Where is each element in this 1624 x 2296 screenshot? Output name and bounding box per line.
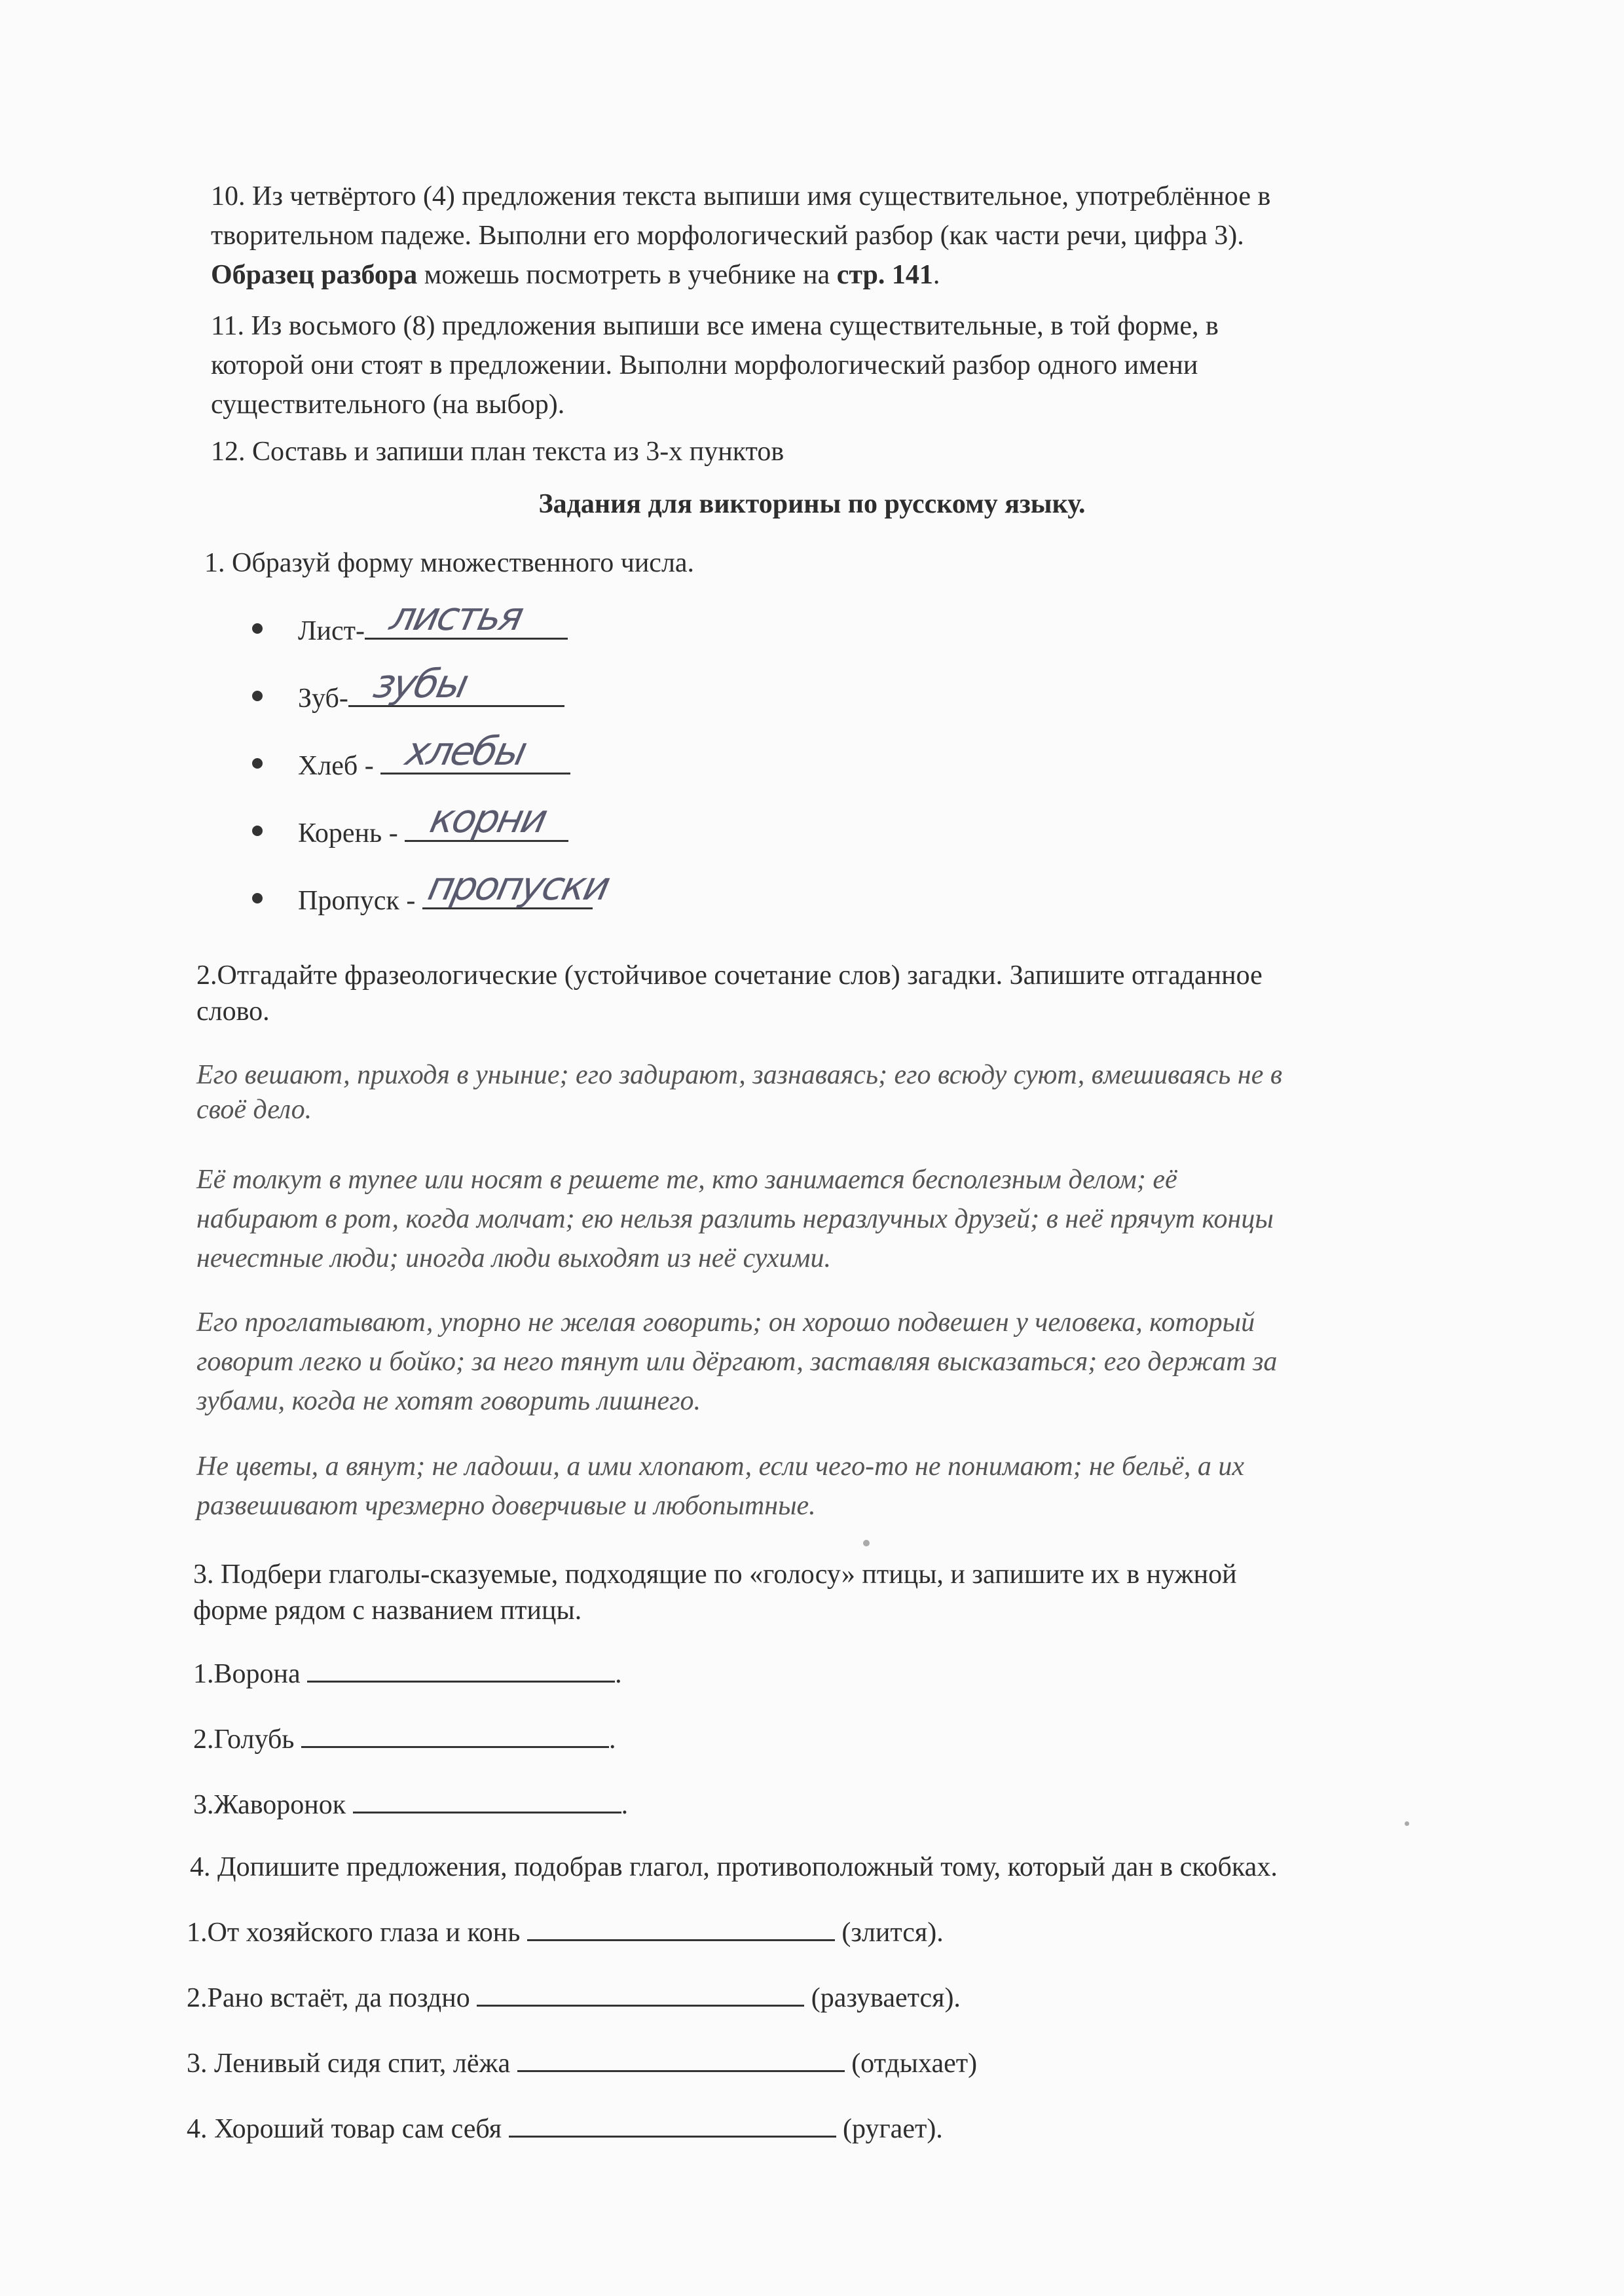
handwritten-answer: пропуски xyxy=(424,864,613,909)
riddle-2-line2: набирают в рот, когда молчат; ею нельзя разлить неразлучных друзей; в неё прячут концы xyxy=(196,1204,1274,1234)
riddle-2-line1: Её толкут в тупее или носят в решете те, кто занимается бесполезным делом; её xyxy=(196,1165,1177,1195)
q2-line2: слово. xyxy=(196,996,270,1027)
bullet-4 xyxy=(252,826,263,836)
q3-period: . xyxy=(615,1659,622,1689)
riddle-3-line3: зубами, когда не хотят говорить лишнего. xyxy=(196,1386,701,1416)
riddle-1-line1: Его вешают, приходя в уныние; его задирают, зазнаваясь; его всюду суют, вмешиваясь не в xyxy=(196,1060,1283,1090)
q1-item-5 xyxy=(298,864,613,920)
q1-word: Корень - xyxy=(298,818,398,848)
q1-answer-line xyxy=(422,864,613,909)
task-11-line2: которой они стоят в предложении. Выполни морфологический разбор одного имени xyxy=(211,350,1198,380)
q4-item-2 xyxy=(187,1977,961,2018)
bullet-1 xyxy=(252,623,263,634)
task-10-line1: 10. Из четвёртого (4) предложения текста выпиши имя существительное, употреблённое в xyxy=(211,181,1271,211)
riddle-4-line1: Не цветы, а вянут; не ладоши, а ими хлопают, если чего-то не понимают; не бельё, а их xyxy=(196,1451,1244,1482)
q1-item-1 xyxy=(298,594,568,651)
task-11-line1: 11. Из восьмого (8) предложения выпиши все имена существительные, в той форме, в xyxy=(211,311,1219,341)
q1-item-3 xyxy=(298,729,570,786)
riddle-4-line2: развешивают чрезмерно доверчивые и любопытные. xyxy=(196,1491,816,1521)
scan-speck xyxy=(863,1540,870,1546)
page-ref: стр. 141 xyxy=(836,260,933,290)
q3-bird: 3.Жаворонок xyxy=(193,1790,346,1820)
q3-item-1 xyxy=(193,1653,622,1694)
handwritten-answer: корни xyxy=(426,796,550,842)
q4-item-3 xyxy=(187,2043,977,2083)
q3-period: . xyxy=(608,1724,616,1755)
q3-line1: 3. Подбери глаголы-сказуемые, подходящие по «голосу» птицы, и запишите их в нужной xyxy=(193,1559,1237,1590)
q3-period: . xyxy=(621,1790,629,1820)
task-11-line3: существительного (на выбор). xyxy=(211,390,565,420)
q4-start: 4. Хороший товар сам себя xyxy=(187,2114,502,2144)
q1-answer-line xyxy=(348,661,564,707)
answer-blank xyxy=(527,1912,835,1941)
answer-blank xyxy=(301,1719,609,1748)
task-12: 12. Составь и запиши план текста из 3-х пунктов xyxy=(211,437,784,467)
q4-item-1 xyxy=(187,1912,944,1952)
riddle-2-line3: нечестные люди; иногда люди выходят из неё сухими. xyxy=(196,1243,831,1273)
task-10-line3 xyxy=(211,255,940,295)
quiz-title: Задания для викторины по русскому языку. xyxy=(538,489,1086,519)
answer-blank xyxy=(509,2108,836,2138)
q4-start: 3. Ленивый сидя спит, лёжа xyxy=(187,2049,511,2079)
q1-word: Лист- xyxy=(298,616,365,646)
answer-blank xyxy=(307,1653,615,1683)
task-10-line2: творительном падеже. Выполни его морфологический разбор (как части речи, цифра 3). xyxy=(211,221,1244,251)
task-10-text: можешь посмотреть в учебнике на xyxy=(417,260,837,290)
bullet-2 xyxy=(252,691,263,701)
answer-blank xyxy=(477,1977,804,2007)
q1-item-2 xyxy=(298,661,564,718)
bullet-3 xyxy=(252,758,263,769)
q1-answer-line xyxy=(365,594,568,640)
q3-bird: 1.Ворона xyxy=(193,1659,301,1689)
q4-prompt: 4. Допишите предложения, подобрав глагол, противоположный тому, который дан в скобках. xyxy=(190,1852,1278,1882)
q2-line1: 2.Отгадайте фразеологические (устойчивое сочетание слов) загадки. Запишите отгаданное xyxy=(196,960,1263,991)
scan-speck xyxy=(1405,1821,1409,1826)
q3-item-3 xyxy=(193,1784,628,1825)
q3-item-2 xyxy=(193,1719,616,1759)
q4-start: 2.Рано встаёт, да поздно xyxy=(187,1983,470,2013)
handwritten-answer: листья xyxy=(386,594,526,640)
q1-prompt: 1. Образуй форму множественного числа. xyxy=(204,548,695,578)
sample-label: Образец разбора xyxy=(211,260,418,290)
riddle-1-line2: своё дело. xyxy=(196,1095,312,1125)
q4-hint: (ругает). xyxy=(843,2114,943,2144)
q1-answer-line xyxy=(380,729,570,774)
q4-hint: (разувается). xyxy=(811,1983,961,2013)
handwritten-answer: зубы xyxy=(369,661,471,707)
q4-start: 1.От хозяйского глаза и конь xyxy=(187,1918,521,1948)
riddle-3-line1: Его проглатывают, упорно не желая говорить; он хорошо подвешен у человека, который xyxy=(196,1307,1255,1338)
q1-answer-line xyxy=(405,796,568,842)
q1-word: Хлеб - xyxy=(298,751,374,781)
answer-blank xyxy=(517,2043,845,2072)
q1-word: Пропуск - xyxy=(298,886,416,916)
q3-bird: 2.Голубь xyxy=(193,1724,295,1755)
q1-word: Зуб- xyxy=(298,683,348,714)
q4-item-4 xyxy=(187,2108,943,2149)
q1-item-4 xyxy=(298,796,568,853)
task-10-period: . xyxy=(932,260,940,290)
answer-blank xyxy=(353,1784,621,1813)
handwritten-answer: хлебы xyxy=(401,729,530,774)
q4-hint: (отдыхает) xyxy=(851,2049,978,2079)
q3-line2: форме рядом с названием птицы. xyxy=(193,1595,582,1626)
bullet-5 xyxy=(252,893,263,903)
q4-hint: (злится). xyxy=(841,1918,944,1948)
riddle-3-line2: говорит легко и бойко; за него тянут или дёргают, заставляя высказаться; его держат за xyxy=(196,1347,1278,1377)
